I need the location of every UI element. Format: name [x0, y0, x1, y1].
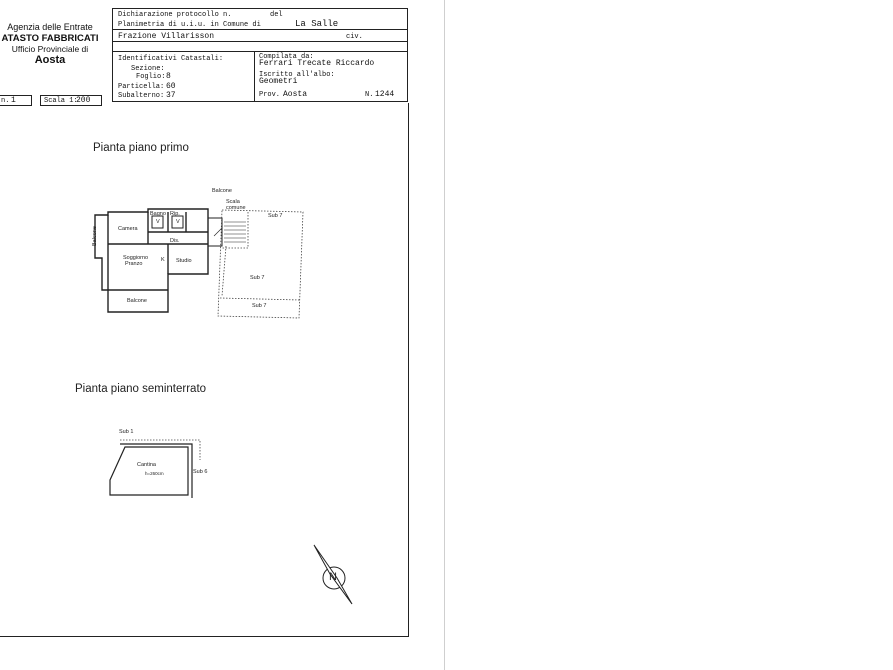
dis-label: Dis.	[170, 238, 180, 244]
compilata-label: Compilata da:	[259, 53, 314, 61]
bagno-label: Bagno	[150, 211, 166, 217]
cantina-height-label: h=260cm	[145, 471, 164, 476]
compilata-value: Ferrari Trecate Riccardo	[259, 59, 375, 68]
agency-city: Aosta	[34, 54, 66, 66]
sezione-label: Sezione:	[131, 65, 165, 73]
sub7-label-c: Sub 7	[252, 303, 267, 309]
soggiorno-label: Soggiorno	[123, 255, 149, 261]
foglio-value: 8	[166, 72, 171, 81]
agency-name: Agenzia delle Entrate	[7, 22, 93, 32]
prov-value: Aosta	[283, 90, 308, 99]
scale-label: Scala 1:	[44, 97, 78, 105]
identificativi-label: Identificativi Catastali:	[118, 55, 224, 63]
studio-label: Studio	[176, 258, 192, 264]
sheet-value: 1	[11, 96, 16, 105]
pranzo-label: Pranzo	[125, 261, 143, 267]
scala-label: Scala	[226, 199, 240, 205]
basement-title: Pianta piano seminterrato	[75, 383, 207, 395]
cantina-label: Cantina	[137, 462, 156, 468]
subalterno-value: 37	[166, 91, 176, 100]
rip-label: Rip.	[170, 211, 180, 217]
comune-label: comune	[226, 205, 246, 211]
particella-value: 60	[166, 82, 176, 91]
agency-office: Ufficio Provinciale di	[11, 44, 89, 54]
sub7-label-a: Sub 7	[268, 213, 283, 219]
balcone-bottom-label: Balcone	[127, 298, 147, 304]
north-label: N	[329, 571, 337, 583]
camera-label: Camera	[118, 226, 138, 232]
civ-label: civ.	[346, 33, 363, 41]
v-label-2: V	[176, 219, 180, 225]
sheet-label: n.	[1, 97, 10, 105]
v-label-1: V	[156, 219, 160, 225]
scale-value: 200	[76, 96, 91, 105]
agency-department: ATASTO FABBRICATI	[1, 33, 99, 44]
sub7-label-b: Sub 7	[250, 275, 265, 281]
comune-value: La Salle	[295, 19, 339, 29]
first-floor-title: Pianta piano primo	[93, 142, 189, 154]
n-label: N.	[365, 91, 374, 99]
protocol-label: Dichiarazione protocollo n.	[118, 11, 232, 19]
subalterno-label: Subalterno:	[118, 92, 165, 100]
foglio-label: Foglio:	[136, 73, 166, 81]
balcone-left-label: Balcone	[92, 226, 98, 246]
plan-label: Planimetria di u.i.u. in Comune di	[118, 21, 261, 29]
n-value: 1244	[375, 90, 395, 99]
sub1-label: Sub 1	[119, 429, 134, 435]
k-label: K	[161, 257, 165, 263]
protocol-del: del	[270, 11, 283, 19]
sub6-label: Sub 6	[193, 469, 208, 475]
floor-plan-drawing	[0, 0, 445, 670]
balcone-top-label: Balcone	[212, 188, 232, 194]
particella-label: Particella:	[118, 83, 165, 91]
iscritto-value: Geometri	[259, 77, 298, 86]
frazione-value: Frazione Villarisson	[118, 32, 215, 41]
iscritto-label: Iscritto all'albo:	[259, 71, 335, 79]
prov-label: Prov.	[259, 91, 281, 99]
